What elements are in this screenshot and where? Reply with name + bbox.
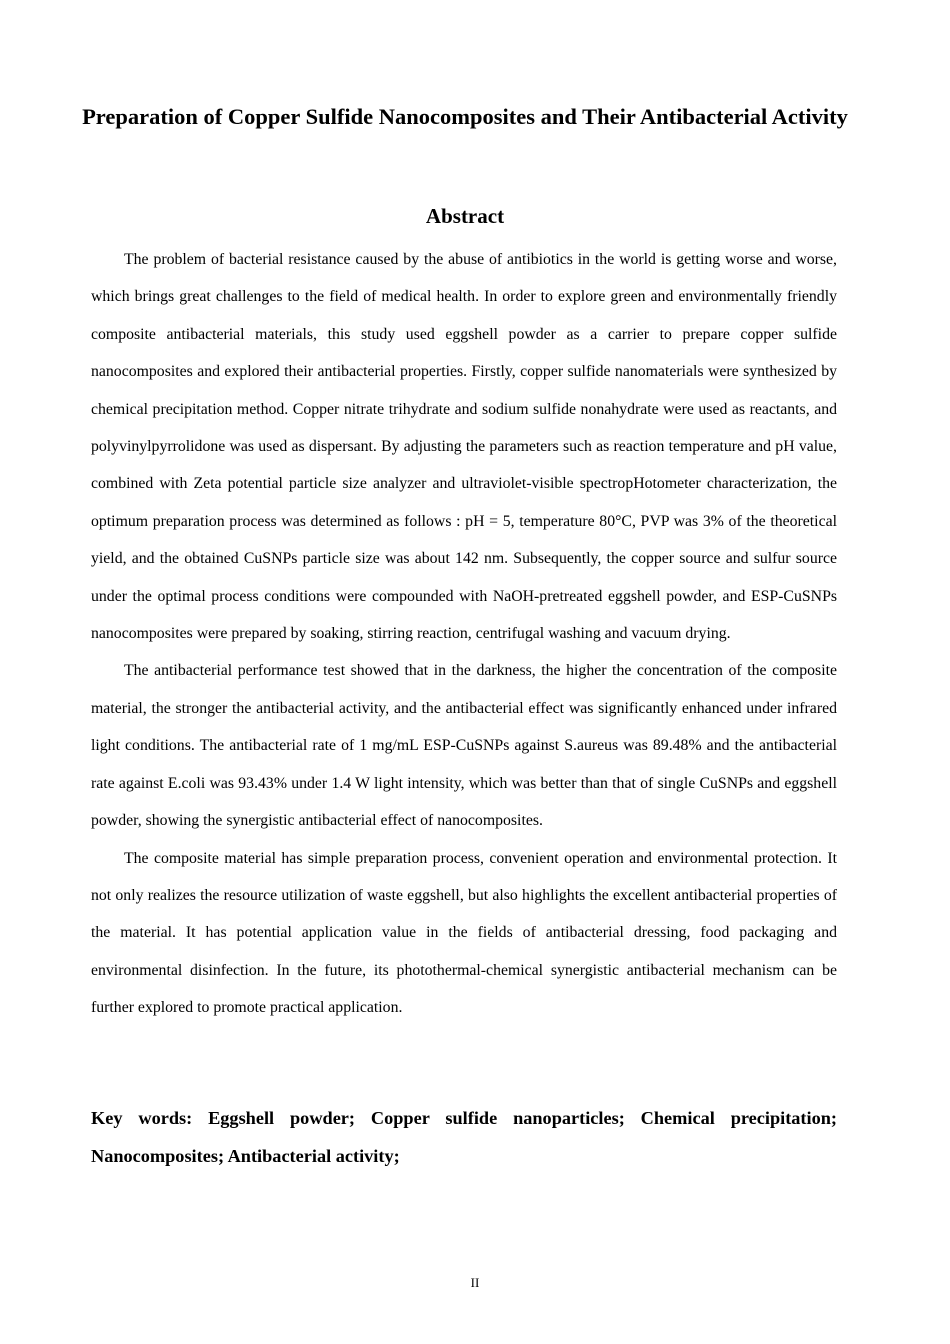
page-number: II	[470, 1275, 480, 1290]
abstract-paragraph-3: The composite material has simple preparation process, convenient operation and environmental protection. It not only realizes the resource utilization of waste eggshell, but also highlights the excellent antibacterial properties of the material. It has potential application value in the fields of antibacterial dressing, food packaging and environmental disinfection. In the future, its photothermal-chemical synergistic antibacterial mechanism can be further explored to promote practical application.	[91, 849, 837, 1017]
abstract-paragraph-1: The problem of bacterial resistance caused by the abuse of antibiotics in the world is getting worse and worse, which brings great challenges to the field of medical health. In order to explore green and environmentally friendly composite antibacterial materials, this study used eggshell powder as a carrier to prepare copper sulfide nanocomposites and explored their antibacterial properties. Firstly, copper sulfide nanomaterials were synthesized by chemical precipitation method. Copper nitrate trihydrate and sodium sulfide nonahydrate were used as reactants, and polyvinylpyrrolidone was used as dispersant. By adjusting the parameters such as reaction temperature and pH value, combined with Zeta potential particle size analyzer and ultraviolet-visible spectropHotometer characterization, the optimum preparation process was determined as follows : pH = 5, temperature 80°C, PVP was 3% of the theoretical yield, and the obtained CuSNPs particle size was about 142 nm. Subsequently, the copper source and sulfur source under the optimal process conditions were compounded with NaOH-pretreated eggshell powder, and ESP-CuSNPs nanocomposites were prepared by soaking, stirring reaction, centrifugal washing and vacuum drying.	[91, 251, 837, 643]
paper-title: Preparation of Copper Sulfide Nanocomposites and Their Antibacterial Activity	[82, 104, 848, 129]
abstract-heading: Abstract	[425, 204, 505, 228]
abstract-body	[91, 241, 837, 1027]
abstract-paragraph-2: The antibacterial performance test showed that in the darkness, the higher the concentration of the composite material, the stronger the antibacterial activity, and the antibacterial effect was significantly enhanced under infrared light conditions. The antibacterial rate of 1 mg/mL ESP-CuSNPs against S.aureus was 89.48% and the antibacterial rate against E.coli was 93.43% under 1.4 W light intensity, which was better than that of single CuSNPs and eggshell powder, showing the synergistic antibacterial effect of nanocomposites.	[91, 662, 837, 830]
keywords: Key words: Eggshell powder; Copper sulfide nanoparticles; Chemical precipitation; Nanocomposites; Antibacterial activity;	[91, 1108, 837, 1166]
